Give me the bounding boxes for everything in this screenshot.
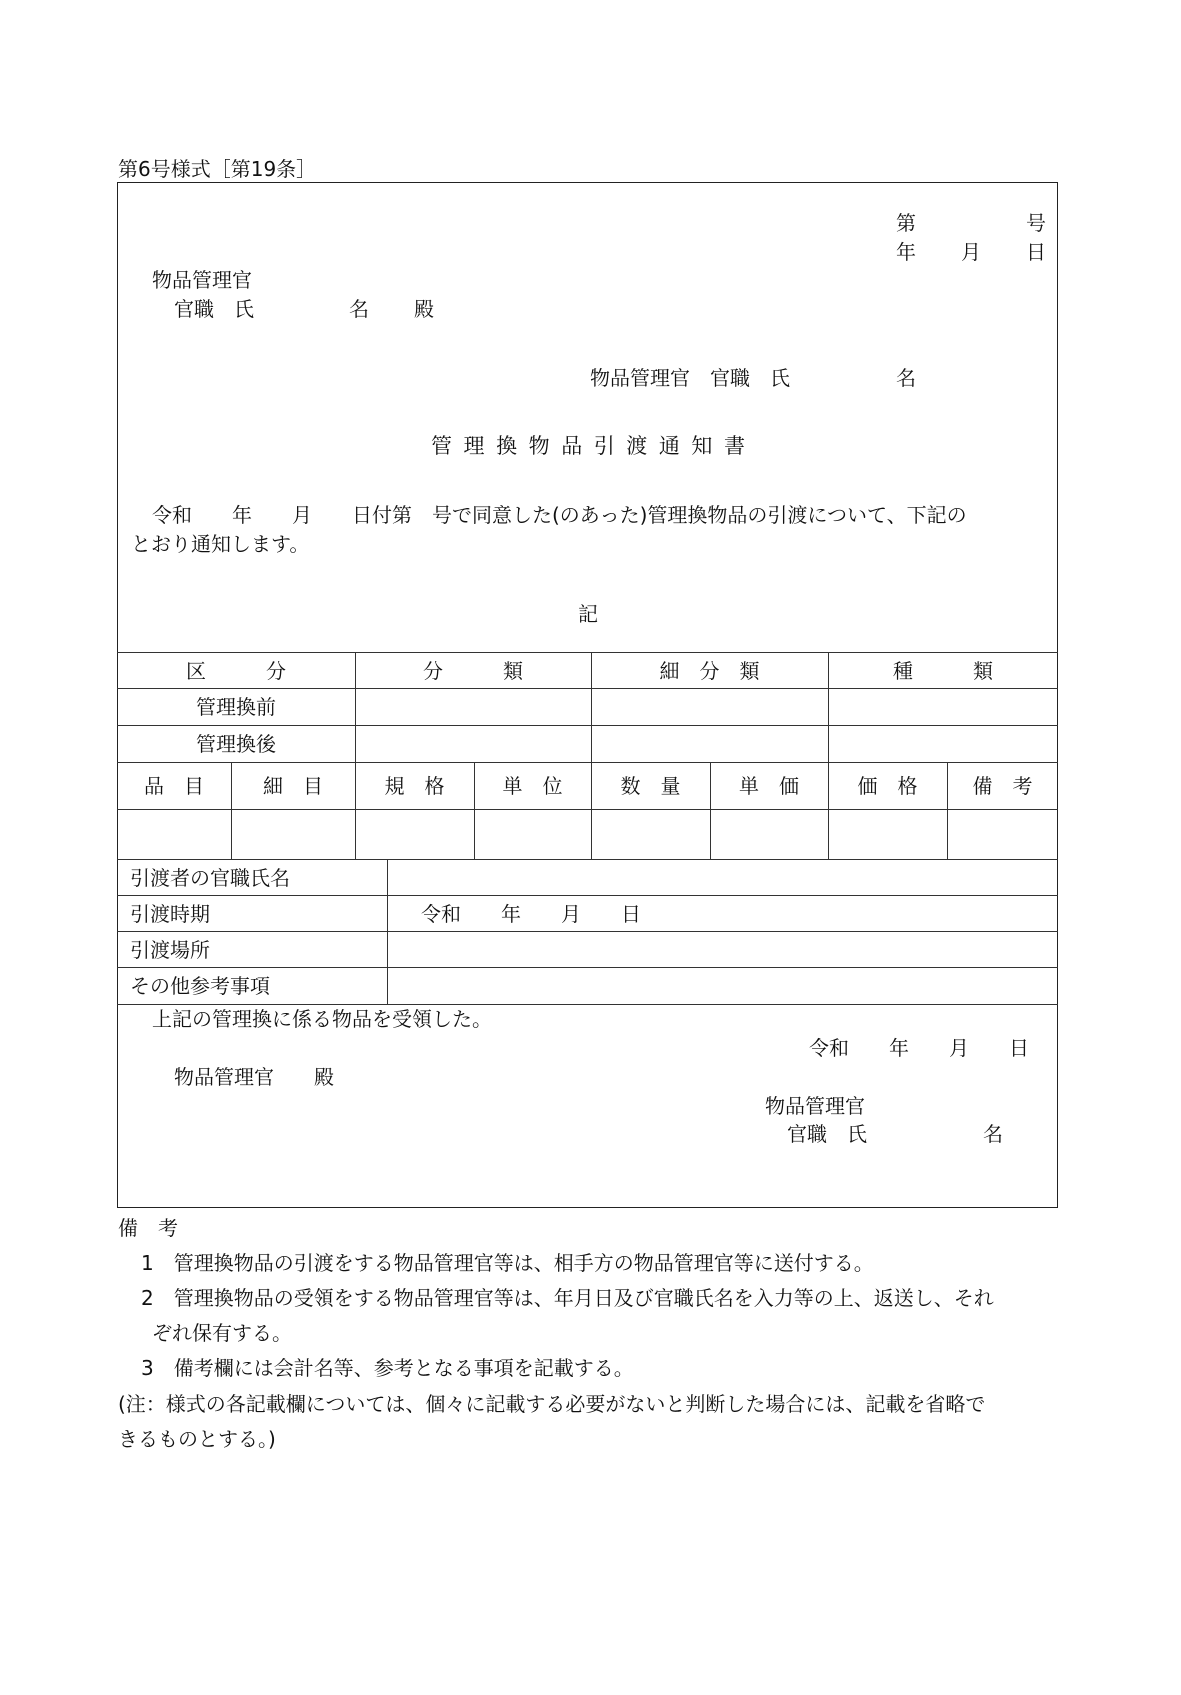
row-label-before: 管理換前	[196, 695, 276, 719]
rule	[117, 762, 1058, 763]
note-item-2: 2 管理換物品の受領をする物品管理官等は、年月日及び官職氏名を入力等の上、返送し、それ	[141, 1286, 994, 1310]
col-header-tanka: 単 価	[739, 774, 799, 798]
table-top-rule	[117, 652, 1058, 653]
rule	[117, 859, 1058, 860]
caution-line1: (注：様式の各記載欄については、個々に記載する必要がないと判断した場合には、記載を省略で	[118, 1392, 986, 1416]
col-header-shurui: 種 類	[893, 659, 993, 683]
rule	[117, 1004, 1058, 1005]
recipient-title: 物品管理官	[152, 268, 252, 292]
receipt-signer-title: 物品管理官	[765, 1094, 865, 1118]
col-header-saibunrui: 細 分 類	[659, 659, 760, 683]
rule	[117, 895, 1058, 896]
note-item-3: 3 備考欄には会計名等、参考となる事項を記載する。	[141, 1356, 634, 1380]
rule	[117, 967, 1058, 968]
col-header-kubun: 区 分	[186, 659, 286, 683]
recipient-name: 名	[349, 297, 369, 321]
doc-number-go: 号	[1026, 211, 1046, 235]
doc-number-dai: 第	[896, 211, 916, 235]
document-title: 管理換物品引渡通知書	[431, 434, 757, 458]
receipt-signer-kanshoku: 官職 氏	[787, 1122, 867, 1146]
date-year: 年	[896, 240, 916, 264]
receipt-signer-name: 名	[983, 1122, 1003, 1146]
recipient-honorific: 殿	[414, 297, 434, 321]
notes-heading: 備 考	[118, 1216, 178, 1240]
note-item-2-cont: ぞれ保有する。	[152, 1321, 292, 1345]
label-place: 引渡場所	[130, 938, 210, 962]
col-header-biko: 備 考	[972, 774, 1033, 798]
label-other: その他参考事項	[130, 974, 270, 998]
date-month: 月	[961, 240, 981, 264]
rule	[387, 859, 388, 1004]
col-header-hinmoku: 品 目	[144, 774, 204, 798]
date-day: 日	[1026, 240, 1046, 264]
col-header-kikaku: 規 格	[384, 774, 445, 798]
form-label: 第6号様式［第19条］	[118, 157, 317, 181]
sender: 物品管理官 官職 氏	[590, 366, 790, 390]
rule	[117, 809, 1058, 810]
body-text-line1: 令和 年 月 日付第 号で同意した(のあった)管理換物品の引渡について、下記の	[152, 503, 967, 527]
col-header-saimoku: 細 目	[263, 774, 323, 798]
receipt-text: 上記の管理換に係る物品を受領した。	[152, 1007, 492, 1031]
caution-line2: きるものとする。)	[118, 1427, 276, 1451]
col-header-tani: 単 位	[502, 774, 563, 798]
label-deliverer: 引渡者の官職氏名	[130, 866, 290, 890]
col-header-kakaku: 価 格	[857, 774, 918, 798]
receipt-addressee: 物品管理官 殿	[174, 1065, 334, 1089]
sender-name: 名	[896, 366, 916, 390]
note-item-1: 1 管理換物品の引渡をする物品管理官等は、相手方の物品管理官等に送付する。	[141, 1251, 874, 1275]
body-text-line2: とおり通知します。	[131, 532, 310, 556]
rule	[117, 688, 1058, 689]
label-time: 引渡時期	[130, 902, 210, 926]
col-header-suryo: 数 量	[620, 774, 681, 798]
row-label-after: 管理換後	[196, 732, 276, 756]
recipient-kanshoku: 官職 氏	[174, 297, 254, 321]
time-value: 令和 年 月 日	[421, 902, 641, 926]
ki-heading: 記	[578, 602, 598, 626]
receipt-date: 令和 年 月 日	[809, 1036, 1029, 1060]
rule	[117, 931, 1058, 932]
col-header-bunrui: 分 類	[423, 659, 523, 683]
rule	[117, 725, 1058, 726]
